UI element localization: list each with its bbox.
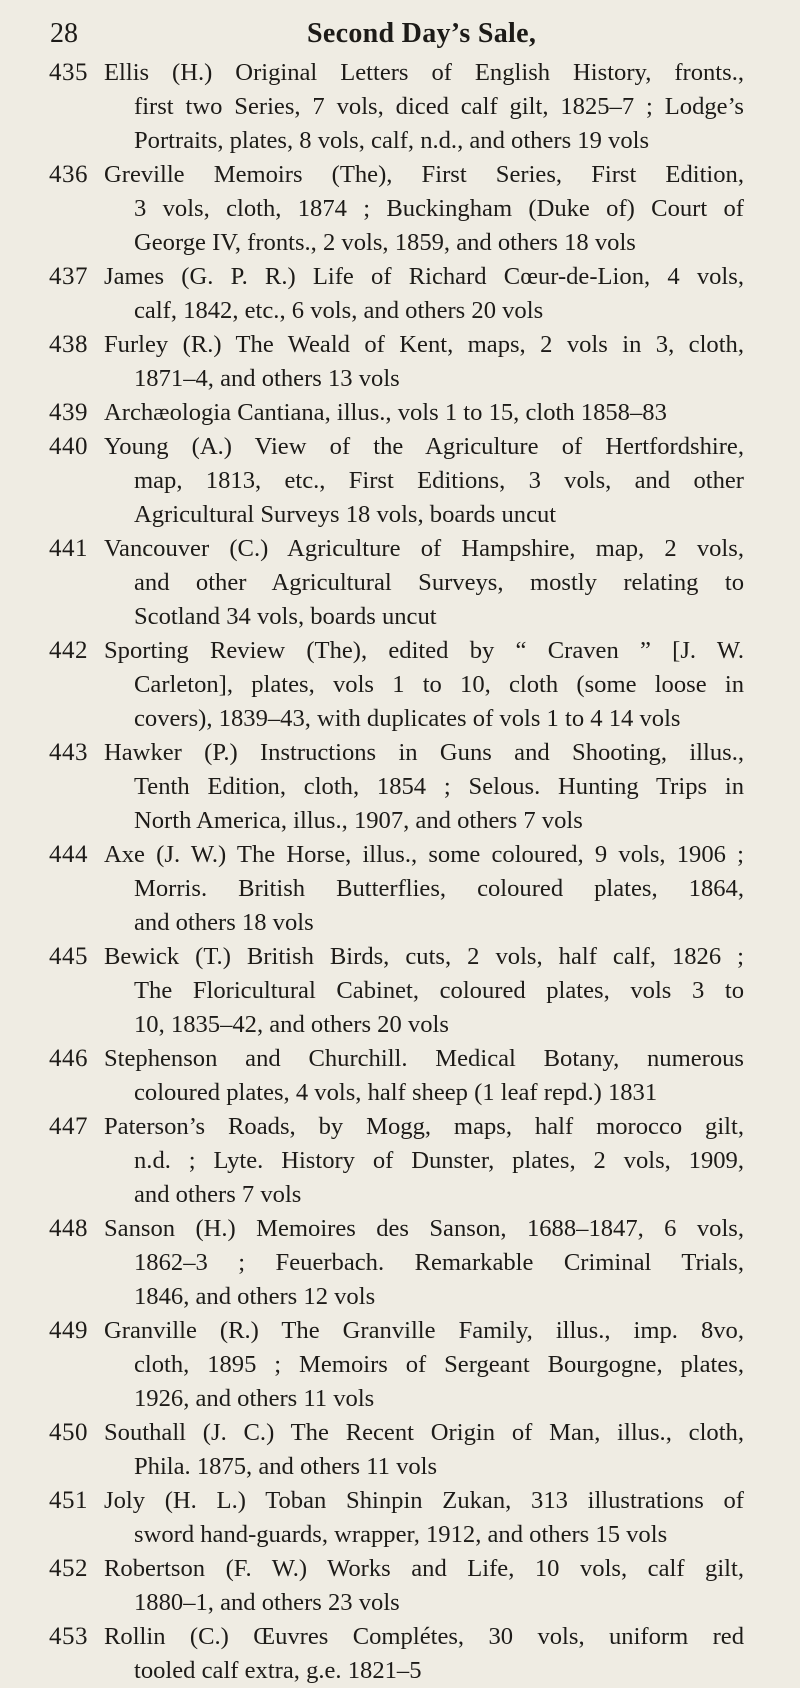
lot-entry	[0, 158, 800, 260]
lot-line: 1871–4, and others 13 vols	[134, 365, 400, 392]
lot-description	[104, 1314, 744, 1416]
lot-entry	[0, 1484, 800, 1552]
lot-entry	[0, 328, 800, 396]
lot-line: n.d. ; Lyte. History of Dunster, plates, 2 vols, 1909,	[134, 1147, 744, 1174]
lot-number: 446	[49, 1045, 88, 1072]
lot-line: and others 18 vols	[134, 909, 314, 936]
lot-description	[104, 1484, 744, 1552]
lot-number: 452	[49, 1555, 88, 1582]
lot-line: Vancouver (C.) Agriculture of Hampshire, map, 2 vols,	[104, 535, 744, 562]
lot-number: 451	[49, 1487, 88, 1514]
lot-line: Phila. 1875, and others 11 vols	[134, 1453, 438, 1480]
lot-number: 440	[49, 433, 88, 460]
lot-description	[104, 838, 744, 940]
lot-line: Greville Memoirs (The), First Series, First Edition,	[104, 161, 744, 188]
lot-number: 442	[49, 637, 88, 664]
lot-description	[104, 328, 744, 396]
lot-line: 1846, and others 12 vols	[134, 1283, 376, 1310]
lot-number: 438	[49, 331, 88, 358]
lot-entry	[0, 940, 800, 1042]
lot-entry	[0, 1212, 800, 1314]
lot-description	[104, 1042, 744, 1110]
lot-line: Portraits, plates, 8 vols, calf, n.d., and others 19 vols	[134, 127, 650, 154]
lot-line: The Floricultural Cabinet, coloured plates, vols 3 to	[134, 977, 744, 1004]
lot-number: 449	[49, 1317, 88, 1344]
lot-line: 10, 1835–42, and others 20 vols	[134, 1011, 449, 1038]
lot-line: Southall (J. C.) The Recent Origin of Man, illus., cloth,	[104, 1419, 744, 1446]
lot-description	[104, 1620, 744, 1688]
lot-description	[104, 634, 744, 736]
lot-number: 445	[49, 943, 88, 970]
lot-entry	[0, 838, 800, 940]
lot-line: map, 1813, etc., First Editions, 3 vols, and other	[134, 467, 744, 494]
lot-line: calf, 1842, etc., 6 vols, and others 20 vols	[134, 297, 544, 324]
lot-line: Stephenson and Churchill. Medical Botany, numerous	[104, 1045, 744, 1072]
lot-line: Granville (R.) The Granville Family, illus., imp. 8vo,	[104, 1317, 744, 1344]
lot-number: 448	[49, 1215, 88, 1242]
lot-description	[104, 736, 744, 838]
running-head: Second Day’s Sale,	[307, 18, 537, 49]
lot-number: 450	[49, 1419, 88, 1446]
lot-line: North America, illus., 1907, and others 7 vols	[134, 807, 583, 834]
lot-number: 436	[49, 161, 88, 188]
lot-entry	[0, 736, 800, 838]
lot-line: sword hand-guards, wrapper, 1912, and others 15 vols	[134, 1521, 668, 1548]
lot-description	[104, 532, 744, 634]
lot-entry	[0, 260, 800, 328]
lot-entry	[0, 1110, 800, 1212]
lot-line: Scotland 34 vols, boards uncut	[134, 603, 437, 630]
lot-line: Agricultural Surveys 18 vols, boards uncut	[134, 501, 557, 528]
lot-entry	[0, 430, 800, 532]
lot-description	[104, 940, 744, 1042]
lot-line: Tenth Edition, cloth, 1854 ; Selous. Hunting Trips in	[134, 773, 744, 800]
lot-entry	[0, 532, 800, 634]
lot-number: 437	[49, 263, 88, 290]
lot-line: and others 7 vols	[134, 1181, 302, 1208]
lot-number: 453	[49, 1623, 88, 1650]
lot-entry	[0, 1552, 800, 1620]
lot-line: 1880–1, and others 23 vols	[134, 1589, 400, 1616]
lot-number: 441	[49, 535, 88, 562]
lot-line: tooled calf extra, g.e. 1821–5	[134, 1657, 422, 1684]
lot-line: Paterson’s Roads, by Mogg, maps, half morocco gilt,	[104, 1113, 744, 1140]
lot-number: 444	[49, 841, 88, 868]
lot-line: 1862–3 ; Feuerbach. Remarkable Criminal Trials,	[134, 1249, 744, 1276]
lot-line: 1926, and others 11 vols	[134, 1385, 375, 1412]
lot-description	[104, 430, 744, 532]
lot-line: Bewick (T.) British Birds, cuts, 2 vols, half calf, 1826 ;	[104, 943, 744, 970]
lot-line: coloured plates, 4 vols, half sheep (1 leaf repd.) 1831	[134, 1079, 658, 1106]
lot-entry	[0, 1314, 800, 1416]
lot-number: 439	[49, 399, 88, 426]
lot-number: 443	[49, 739, 88, 766]
lot-line: Ellis (H.) Original Letters of English History, fronts.,	[104, 59, 744, 86]
page-number: 28	[50, 18, 78, 49]
lot-line: Archæologia Cantiana, illus., vols 1 to 15, cloth 1858–83	[104, 399, 667, 426]
lot-description	[104, 1552, 744, 1620]
lot-entry	[0, 396, 800, 430]
lot-line: James (G. P. R.) Life of Richard Cœur-de-Lion, 4 vols,	[104, 263, 744, 290]
lot-number: 447	[49, 1113, 88, 1140]
lot-line: Sporting Review (The), edited by “ Craven ” [J. W.	[104, 637, 744, 664]
lot-line: Robertson (F. W.) Works and Life, 10 vols, calf gilt,	[104, 1555, 744, 1582]
lot-line: Rollin (C.) Œuvres Complétes, 30 vols, uniform red	[104, 1623, 744, 1650]
lot-description	[104, 1212, 744, 1314]
lot-line: first two Series, 7 vols, diced calf gilt, 1825–7 ; Lodge’s	[134, 93, 744, 120]
lot-line: Young (A.) View of the Agriculture of Hertfordshire,	[104, 433, 744, 460]
lot-description	[104, 1416, 744, 1484]
lot-line: 3 vols, cloth, 1874 ; Buckingham (Duke of) Court of	[134, 195, 744, 222]
lot-line: and other Agricultural Surveys, mostly relating to	[134, 569, 744, 596]
lot-line: Sanson (H.) Memoires des Sanson, 1688–1847, 6 vols,	[104, 1215, 744, 1242]
lot-entry	[0, 1042, 800, 1110]
lot-entry	[0, 1416, 800, 1484]
lot-line: Hawker (P.) Instructions in Guns and Shooting, illus.,	[104, 739, 744, 766]
lot-list	[0, 56, 800, 1688]
lot-line: George IV, fronts., 2 vols, 1859, and others 18 vols	[134, 229, 636, 256]
lot-line: Axe (J. W.) The Horse, illus., some coloured, 9 vols, 1906 ;	[104, 841, 744, 868]
page-header	[0, 18, 800, 50]
lot-number: 435	[49, 59, 88, 86]
lot-line: Morris. British Butterflies, coloured plates, 1864,	[134, 875, 744, 902]
lot-line: Carleton], plates, vols 1 to 10, cloth (some loose in	[134, 671, 744, 698]
lot-line: Furley (R.) The Weald of Kent, maps, 2 vols in 3, cloth,	[104, 331, 744, 358]
lot-description	[104, 396, 744, 430]
lot-line: covers), 1839–43, with duplicates of vols 1 to 4 14 vols	[134, 705, 681, 732]
lot-line: cloth, 1895 ; Memoirs of Sergeant Bourgogne, plates,	[134, 1351, 744, 1378]
lot-entry	[0, 634, 800, 736]
lot-description	[104, 56, 744, 158]
lot-line: Joly (H. L.) Toban Shinpin Zukan, 313 illustrations of	[104, 1487, 744, 1514]
lot-description	[104, 1110, 744, 1212]
lot-entry	[0, 56, 800, 158]
lot-entry	[0, 1620, 800, 1688]
lot-description	[104, 260, 744, 328]
lot-description	[104, 158, 744, 260]
